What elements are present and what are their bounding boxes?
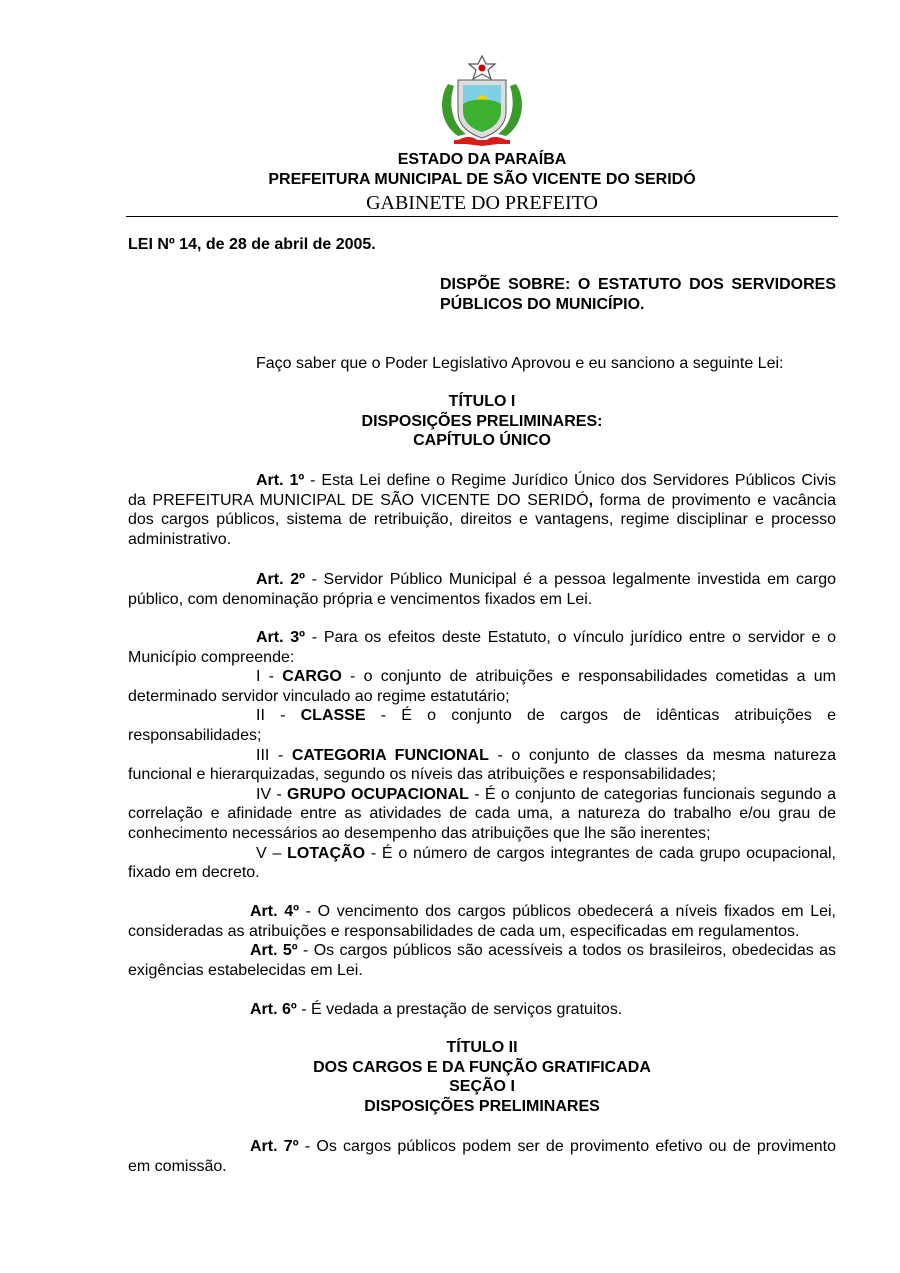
law-title: LEI Nº 14, de 28 de abril de 2005. [128,236,376,253]
article-item: III - CATEGORIA FUNCIONAL - o conjunto de classes da mesma natureza funcional e hierarquizadas, segundo os níveis das atribuições e responsabilidades; [128,746,837,784]
article-text: - Esta Lei define o Regime Jurídico Único dos Servidores Públicos Civis da PREFEITURA MUNICIPAL DE SÃO VICENTE DO SERIDÓ [128,472,836,509]
section-heading: SEÇÃO I [449,1078,515,1096]
item-term: LOTAÇÃO [287,844,366,862]
item-term: CATEGORIA FUNCIONAL [291,746,489,764]
title-1-subtitle: DISPOSIÇÕES PRELIMINARES: [361,412,603,430]
article-comma: , [588,491,594,509]
header-municipality: PREFEITURA MUNICIPAL DE SÃO VICENTE DO SERIDÓ [268,171,696,188]
article-item: IV - GRUPO OCUPACIONAL - É o conjunto de categorias funcionais segundo a correlação e afinidade entre as atividades de cada uma, a natureza do trabalho e/ou grau de conhecimento necessários ao desempenho das atribuições que lhe são inerentes; [128,785,836,842]
article-text: - Os cargos públicos são acessíveis a todos os brasileiros, obedecidas as exigências estabelecidas em Lei. [128,942,836,979]
article-item: V – LOTAÇÃO - É o número de cargos integrantes de cada grupo ocupacional, fixado em decreto. [128,844,836,882]
article-3 [128,628,836,883]
header-office: GABINETE DO PREFEITO [366,192,598,214]
article-label: Art. 6º [250,1001,297,1018]
header-state: ESTADO DA PARAÍBA [397,151,567,168]
article-6 [128,1000,836,1020]
article-1 [128,471,836,549]
article-label: Art. 2º [256,571,305,588]
title-2: TÍTULO II [446,1039,518,1056]
article-text-cont: forma de provimento e vacância dos cargos públicos, sistema de retribuição, direitos e vantagens, regime disciplinar e processo administrativo. [128,491,836,548]
article-label: Art. 7º [250,1138,299,1155]
section-subtitle: DISPOSIÇÕES PRELIMINARES [364,1097,600,1115]
article-text: - Servidor Público Municipal é a pessoa legalmente investida em cargo público, com denominação própria e vencimentos fixados em Lei. [128,571,836,608]
article-7 [128,1137,836,1176]
law-summary: DISPÕE SOBRE: O ESTATUTO DOS SERVIDORES PÚBLICOS DO MUNICÍPIO. [440,276,836,313]
article-label: Art. 1º [256,472,305,489]
article-4 [128,902,836,941]
title-2-heading [128,1038,836,1116]
coat-of-arms-logo [436,54,528,150]
article-label: Art. 3º [256,629,306,646]
article-text: - Para os efeitos deste Estatuto, o vínculo jurídico entre o servidor e o Município compreende: [128,629,836,666]
article-2 [128,570,836,609]
chapter-heading: CAPÍTULO ÚNICO [413,432,551,450]
article-5 [128,941,836,980]
title-1: TÍTULO I [448,393,516,410]
item-term: CARGO [282,668,342,686]
article-item: II - CLASSE - É o conjunto de cargos de idênticas atribuições e responsabilidades; [128,707,836,744]
title-2-subtitle: DOS CARGOS E DA FUNÇÃO GRATIFICADA [313,1058,651,1076]
article-item: I - CARGO - o conjunto de atribuições e responsabilidades cometidas a um determinado servidor vinculado ao regime estatutário; [128,668,836,705]
title-1-heading [128,392,836,451]
article-label: Art. 4º [250,903,299,920]
article-text: - Os cargos públicos podem ser de provimento efetivo ou de provimento em comissão. [128,1138,836,1175]
law-preamble: Faço saber que o Poder Legislativo Aprovou e eu sanciono a seguinte Lei: [256,355,784,372]
article-label: Art. 5º [250,942,298,959]
article-text: - É vedada a prestação de serviços gratuitos. [296,1001,623,1018]
header-divider [126,216,838,217]
article-text: - O vencimento dos cargos públicos obedecerá a níveis fixados em Lei, consideradas as atribuições e responsabilidades de cada um, especificadas em regulamentos. [128,903,836,940]
item-term: CLASSE [300,707,366,725]
item-term: GRUPO OCUPACIONAL [287,785,469,803]
